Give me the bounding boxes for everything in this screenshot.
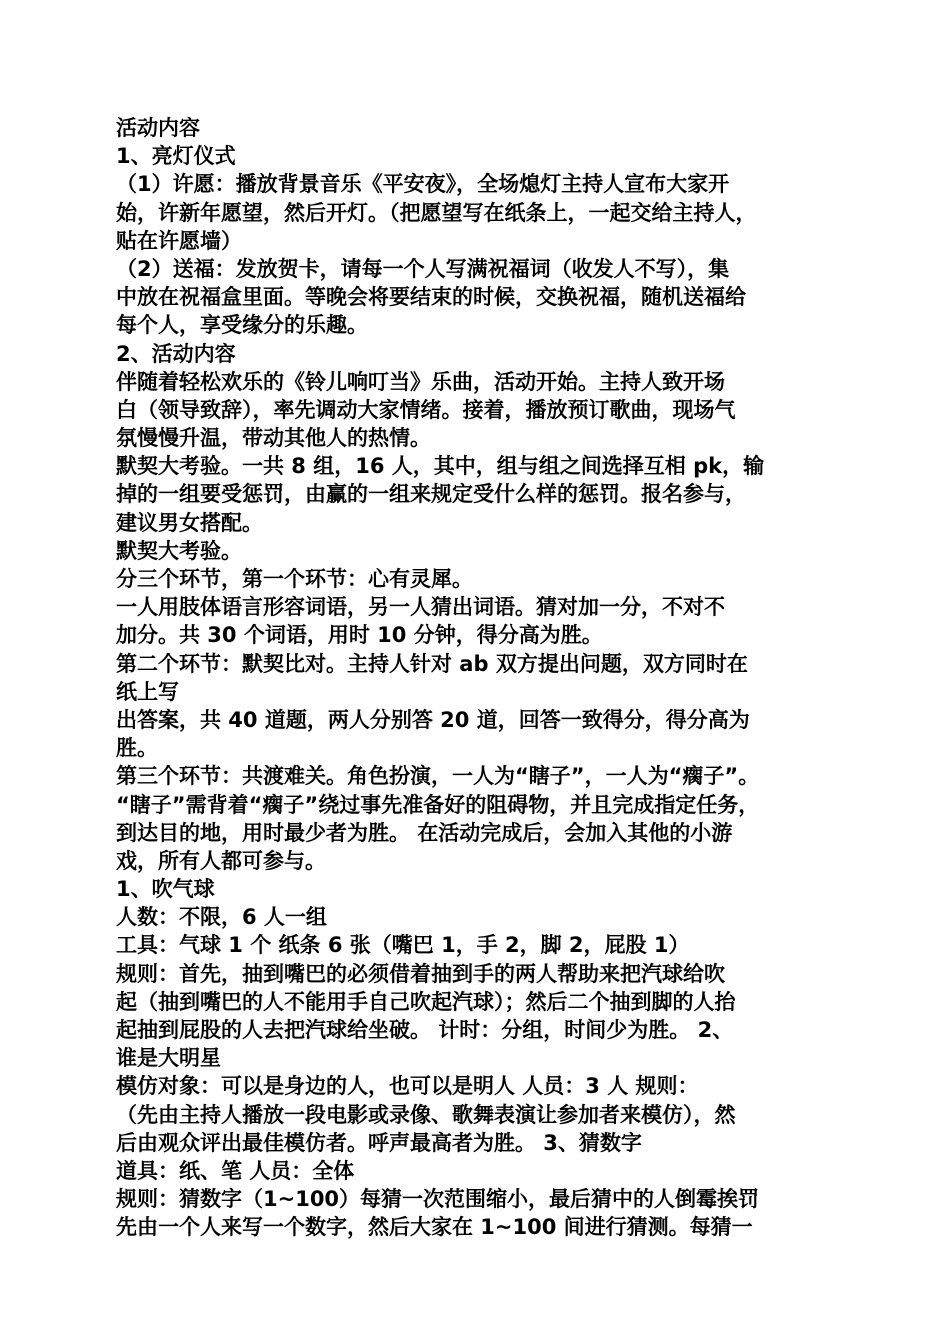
paragraph-line: 第三个环节：共渡难关。角色扮演，一人为“瞎子”，一人为“瘸子”。 <box>116 764 760 789</box>
paragraph-line: 模仿对象：可以是身边的人，也可以是明人 人员：3 人 规则： <box>116 1074 699 1099</box>
paragraph-line: 第二个环节：默契比对。主持人针对 ab 双方提出问题，双方同时在 <box>116 651 748 676</box>
paragraph-line: 谁是大明星 <box>116 1046 221 1071</box>
paragraph-line: （2）送福：发放贺卡，请每一个人写满祝福词（收发人不写），集 <box>116 256 730 281</box>
paragraph-line: 分三个环节，第一个环节：心有灵犀。 <box>116 567 473 591</box>
paragraph-line: 默契大考验。一共 8 组，16 人，其中，组与组之间选择互相 pk，输 <box>116 454 765 479</box>
paragraph-line: 伴随着轻松欢乐的《铃儿响叮当》乐曲，活动开始。主持人致开场 <box>116 369 725 394</box>
section-heading: 活动内容 <box>116 116 200 140</box>
paragraph-line: “瞎子”需背着“瘸子”绕过事先准备好的阻碍物，并且完成指定任务， <box>116 792 760 817</box>
paragraph-line: 纸上写 <box>116 679 179 704</box>
paragraph-line: 起（抽到嘴巴的人不能用手自己吹起汽球）；然后二个抽到脚的人抬 <box>116 989 736 1014</box>
paragraph-line: （先由主持人播放一段电影或录像、歌舞表演让参加者来模仿），然 <box>116 1102 736 1127</box>
paragraph-line: 先由一个人来写一个数字，然后大家在 1~100 间进行猜测。每猜一 <box>116 1215 753 1240</box>
paragraph-line: 氛慢慢升温，带动其他人的热情。 <box>116 426 431 451</box>
paragraph-line: 出答案，共 40 道题，两人分别答 20 道，回答一致得分，得分高为 <box>116 707 750 732</box>
paragraph-line: 掉的一组要受惩罚，由赢的一组来规定受什么样的惩罚。报名参与， <box>116 482 746 507</box>
paragraph-line: 中放在祝福盒里面。等晚会将要结束的时候，交换祝福，随机送福给 <box>116 285 746 310</box>
paragraph-line: 白（领导致辞），率先调动大家情绪。接着，播放预订歌曲，现场气 <box>116 397 736 422</box>
paragraph-line: 到达目的地，用时最少者为胜。 在活动完成后，会加入其他的小游 <box>116 820 733 845</box>
paragraph-line: （1）许愿：播放背景音乐《平安夜》，全场熄灯主持人宣布大家开 <box>116 172 730 197</box>
paragraph-line: 一人用肢体语言形容词语，另一人猜出词语。猜对加一分，不对不 <box>116 595 725 620</box>
paragraph-line: 起抽到屁股的人去把汽球给坐破。 计时：分组，时间少为胜。 2、 <box>116 1018 734 1042</box>
paragraph-line: 工具：气球 1 个 纸条 6 张（嘴巴 1，手 2，脚 2，屁股 1） <box>116 933 690 958</box>
paragraph-line: 默契大考验。 <box>116 538 242 563</box>
paragraph-line: 胜。 <box>116 736 158 761</box>
paragraph-line: 每个人，享受缘分的乐趣。 <box>116 313 368 338</box>
paragraph-line: 规则：首先，抽到嘴巴的必须借着抽到手的两人帮助来把汽球给吹 <box>116 961 725 986</box>
paragraph-line: 道具：纸、笔 人员：全体 <box>116 1158 355 1183</box>
subsection-heading: 1、吹气球 <box>116 877 215 902</box>
subsection-heading: 1、亮灯仪式 <box>116 144 236 169</box>
paragraph-line: 规则：猜数字（1~100）每猜一次范围缩小，最后猜中的人倒霉挨罚 <box>116 1187 760 1212</box>
document-body <box>116 114 846 1242</box>
paragraph-line: 贴在许愿墙） <box>116 228 242 253</box>
paragraph-line: 后由观众评出最佳模仿者。呼声最高者为胜。 3、猜数字 <box>116 1130 642 1155</box>
paragraph-line: 戏，所有人都可参与。 <box>116 848 326 873</box>
paragraph-line: 建议男女搭配。 <box>116 510 263 535</box>
paragraph-line: 加分。共 30 个词语，用时 10 分钟，得分高为胜。 <box>116 623 603 648</box>
paragraph-line: 人数：不限，6 人一组 <box>116 905 327 930</box>
paragraph-line: 始，许新年愿望，然后开灯。（把愿望写在纸条上，一起交给主持人， <box>116 200 757 225</box>
subsection-heading: 2、活动内容 <box>116 341 236 366</box>
